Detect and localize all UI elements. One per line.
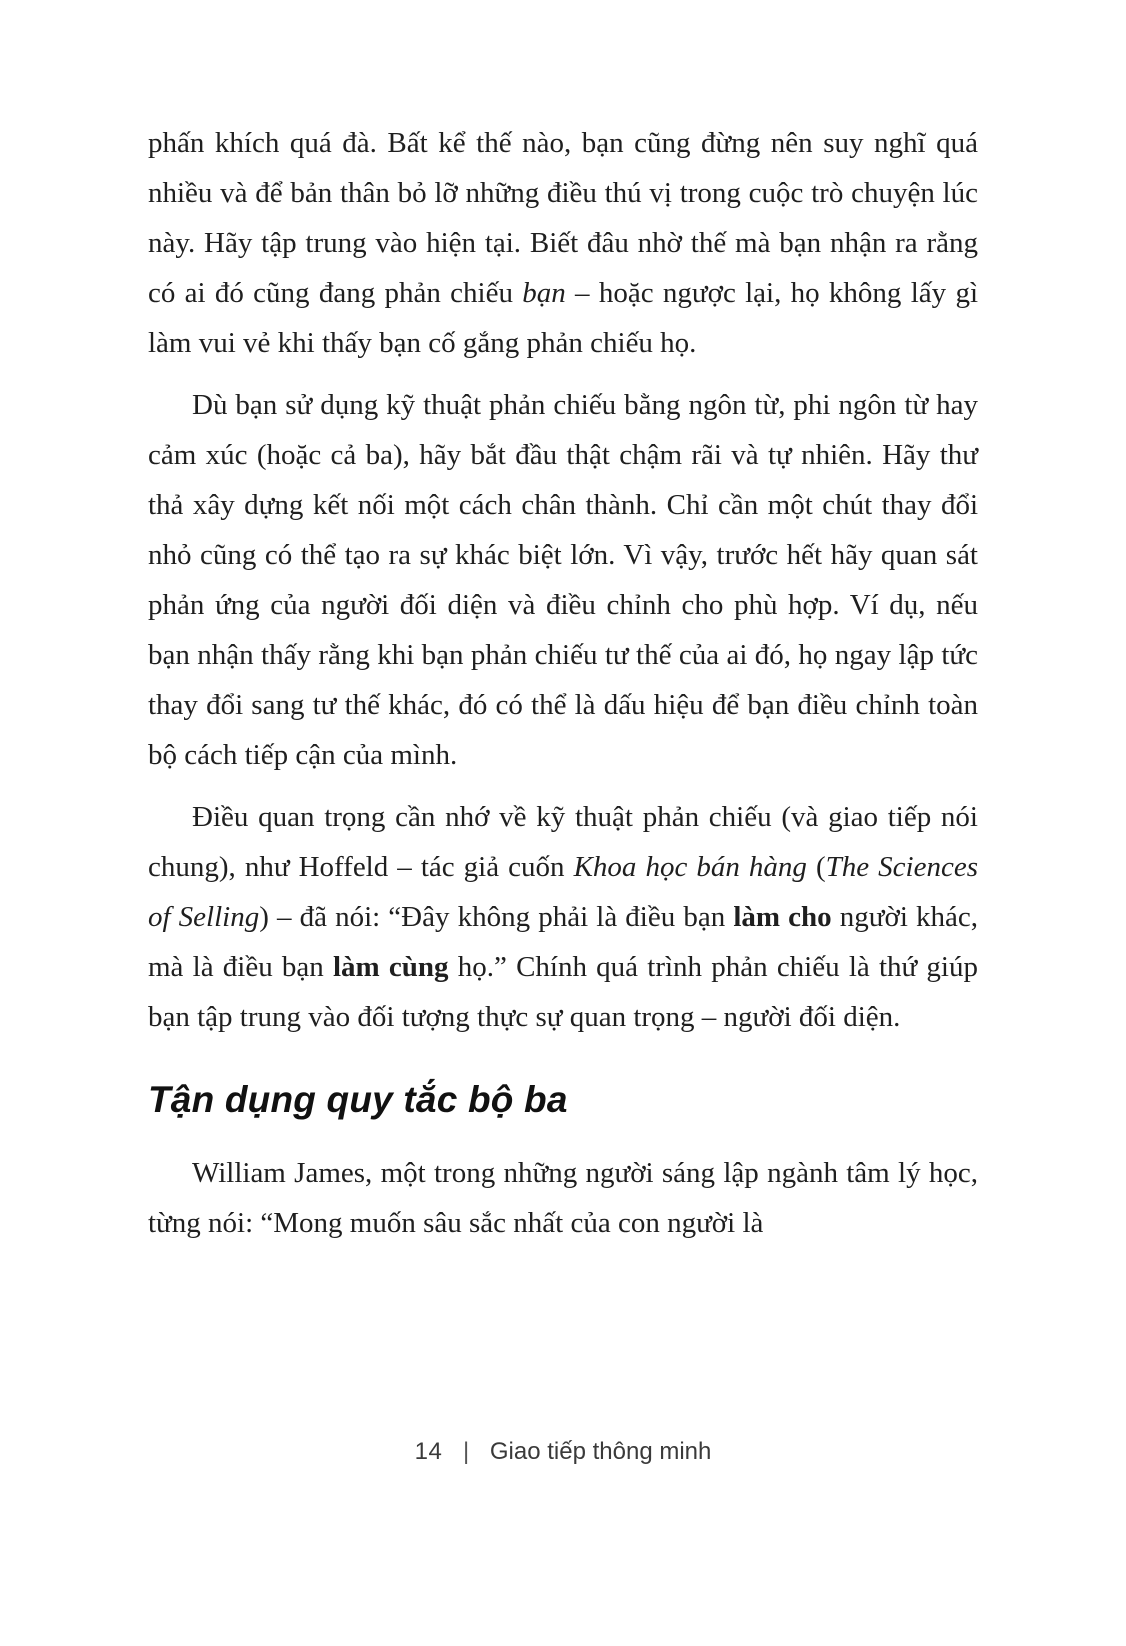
footer-separator: | — [462, 1438, 470, 1465]
text-segment: Điều quan trọng cần nhớ về kỹ thuật phản chiếu (và giao tiếp nói chung), như Hoffeld – tác giả cuốn — [148, 801, 978, 883]
paragraph — [148, 792, 978, 1042]
text-segment: làm cho — [733, 901, 832, 933]
text-segment: bạn — [522, 277, 566, 309]
body-paragraphs-after-heading — [148, 1148, 978, 1248]
text-segment: Khoa học bán hàng — [573, 851, 807, 883]
text-segment: làm cùng — [332, 951, 449, 983]
page-number: 14 — [414, 1438, 443, 1465]
text-segment: phấn khích quá đà. Bất kể thế nào, bạn cũng đừng nên suy nghĩ quá nhiều và để bản thân bỏ lỡ những điều thú vị trong cuộc trò chuyện lúc này. Hãy tập trung vào hiện tại. Biết đâu nhờ thế mà bạn nhận ra rằng có ai đó cũng đang phản chiếu — [148, 127, 978, 309]
section-heading: Tận dụng quy tắc bộ ba — [148, 1079, 568, 1120]
paragraph — [148, 1148, 978, 1248]
text-segment: họ.” Chính quá trình phản chiếu là thứ giúp bạn tập trung vào đối tượng thực sự quan trọng – người đối diện. — [148, 951, 978, 1033]
text-segment: người khác, mà là điều bạn — [148, 901, 978, 983]
body-paragraphs-before-heading — [148, 118, 978, 1042]
page-content — [148, 118, 978, 1248]
paragraph — [148, 380, 978, 780]
text-segment: The Sciences of Selling — [148, 851, 978, 933]
paragraph — [148, 118, 978, 368]
text-segment: – hoặc ngược lại, họ không lấy gì làm vui vẻ khi thấy bạn cố gắng phản chiếu họ. — [148, 277, 978, 359]
text-segment: ) – đã nói: “Đây không phải là điều bạn — [259, 901, 734, 933]
text-segment: ( — [806, 851, 826, 883]
text-segment: William James, một trong những người sáng lập ngành tâm lý học, từng nói: “Mong muốn sâu sắc nhất của con người là — [148, 1157, 978, 1239]
text-segment: Dù bạn sử dụng kỹ thuật phản chiếu bằng ngôn từ, phi ngôn từ hay cảm xúc (hoặc cả ba), hãy bắt đầu thật chậm rãi và tự nhiên. Hãy thư thả xây dựng kết nối một cách chân thành. Chỉ cần một chút thay đổi nhỏ cũng có thể tạo ra sự khác biệt lớn. Vì vậy, trước hết hãy quan sát phản ứng của người đối diện và điều chỉnh cho phù hợp. Ví dụ, nếu bạn nhận thấy rằng khi bạn phản chiếu tư thế của ai đó, họ ngay lập tức thay đổi sang tư thế khác, đó có thể là dấu hiệu để bạn điều chỉnh toàn bộ cách tiếp cận của mình. — [148, 389, 978, 771]
page-footer — [0, 1438, 1126, 1466]
book-title: Giao tiếp thông minh — [489, 1438, 712, 1465]
